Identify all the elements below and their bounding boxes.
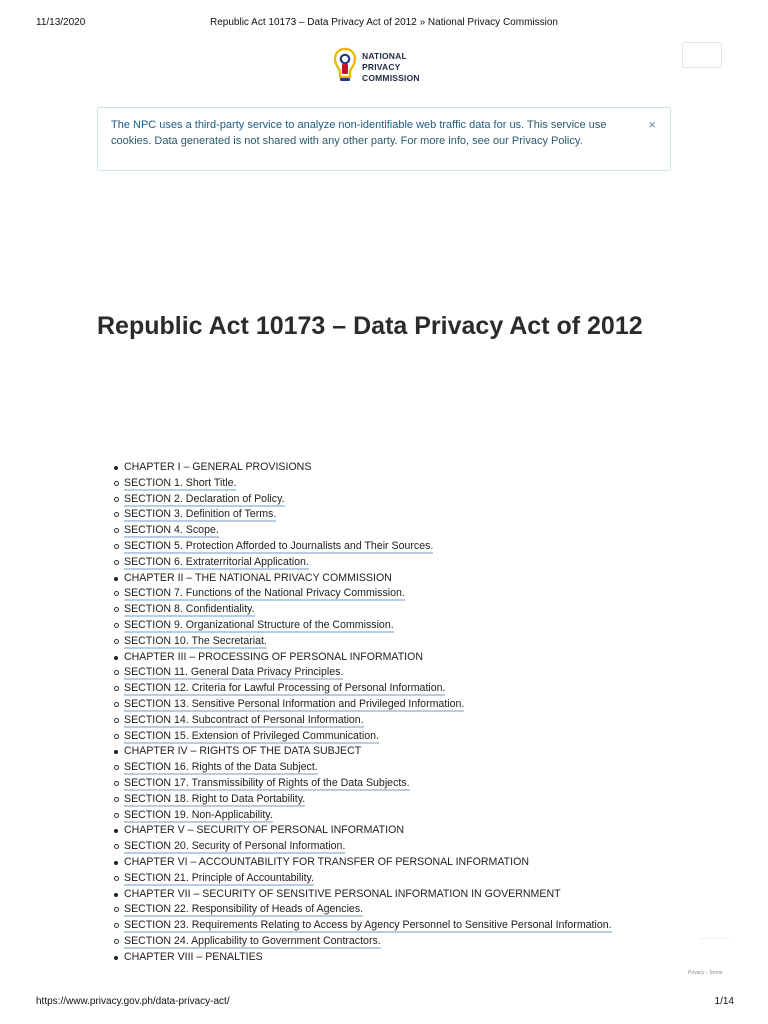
toc-section <box>124 902 670 918</box>
toc-section <box>124 697 670 713</box>
section-link[interactable]: SECTION 16. Rights of the Data Subject. <box>124 761 318 774</box>
toc-section <box>124 681 670 697</box>
toc-section <box>124 618 670 634</box>
section-link[interactable]: SECTION 8. Confidentiality. <box>124 603 255 616</box>
toc-section <box>124 918 670 934</box>
toc-chapter <box>110 855 670 887</box>
section-link[interactable]: SECTION 15. Extension of Privileged Communication. <box>124 729 379 742</box>
toc-section <box>124 839 670 855</box>
print-url: https://www.privacy.gov.ph/data-privacy-act/ <box>36 996 230 1007</box>
toc-chapter <box>110 650 670 745</box>
chapter-title: CHAPTER VI – ACCOUNTABILITY FOR TRANSFER OF PERSONAL INFORMATION <box>124 855 529 868</box>
notice-text: This service use cookies. Data generated is not shared with any other party. For more info, see our <box>111 119 607 147</box>
toc-section <box>124 507 670 523</box>
recaptcha-privacy-terms[interactable]: Privacy - Terms <box>688 970 723 976</box>
cookie-notice <box>97 107 671 171</box>
toc-section <box>124 934 670 950</box>
toc-chapter <box>110 887 670 950</box>
section-link[interactable]: SECTION 22. Responsibility of Heads of Agencies. <box>124 903 364 916</box>
npc-logo-icon <box>334 47 356 87</box>
notice-end: . <box>579 135 583 147</box>
section-link[interactable]: SECTION 12. Criteria for Lawful Processing of Personal Information. <box>124 682 446 695</box>
print-header <box>0 17 768 31</box>
toc-section <box>124 586 670 602</box>
toc-chapter <box>110 744 670 823</box>
chapter-title: CHAPTER III – PROCESSING OF PERSONAL INFORMATION <box>124 650 424 663</box>
logo-text <box>362 51 420 84</box>
section-link[interactable]: SECTION 4. Scope. <box>124 524 219 537</box>
menu-button[interactable] <box>682 42 722 68</box>
section-link[interactable]: SECTION 14. Subcontract of Personal Information. <box>124 713 364 726</box>
section-link[interactable]: SECTION 23. Requirements Relating to Access by Agency Personnel to Sensitive Personal Information. <box>124 919 612 932</box>
npc-logo[interactable] <box>334 46 420 88</box>
section-link[interactable]: SECTION 5. Protection Afforded to Journalists and Their Sources. <box>124 539 434 552</box>
section-link[interactable]: SECTION 17. Transmissibility of Rights of the Data Subjects. <box>124 776 410 789</box>
section-link[interactable]: SECTION 9. Organizational Structure of the Commission. <box>124 618 394 631</box>
toc-section <box>124 713 670 729</box>
toc-chapter <box>110 571 670 650</box>
section-link[interactable]: SECTION 3. Definition of Terms. <box>124 508 277 521</box>
section-link[interactable]: SECTION 6. Extraterritorial Application. <box>124 555 309 568</box>
toc-list <box>110 460 670 966</box>
section-link[interactable]: SECTION 11. General Data Privacy Principles. <box>124 666 344 679</box>
section-list <box>124 839 670 855</box>
toc-section <box>124 492 670 508</box>
toc-section <box>124 871 670 887</box>
toc-section <box>124 776 670 792</box>
toc-chapter <box>110 460 670 571</box>
toc-chapter <box>110 823 670 855</box>
toc-section <box>124 729 670 745</box>
section-list <box>124 476 670 571</box>
divider <box>700 938 730 939</box>
print-page-number: 1/14 <box>714 996 734 1007</box>
section-link[interactable]: SECTION 21. Principle of Accountability. <box>124 871 314 884</box>
toc-section <box>124 476 670 492</box>
chapter-title: CHAPTER VII – SECURITY OF SENSITIVE PERSONAL INFORMATION IN GOVERNMENT <box>124 887 561 900</box>
section-list <box>124 760 670 823</box>
toc-section <box>124 665 670 681</box>
toc-section <box>124 539 670 555</box>
section-list <box>124 902 670 949</box>
section-link[interactable]: SECTION 20. Security of Personal Information. <box>124 840 346 853</box>
toc-section <box>124 808 670 824</box>
table-of-contents <box>110 460 670 966</box>
section-list <box>124 665 670 744</box>
privacy-policy-link[interactable]: Privacy Policy <box>511 135 580 147</box>
section-link[interactable]: SECTION 10. The Secretariat. <box>124 634 267 647</box>
logo-line-1: NATIONAL <box>362 50 407 61</box>
logo-line-3: COMMISSION <box>362 72 420 83</box>
section-link[interactable]: SECTION 24. Applicability to Government Contractors. <box>124 934 381 947</box>
toc-section <box>124 523 670 539</box>
chapter-title: CHAPTER II – THE NATIONAL PRIVACY COMMISSION <box>124 571 392 584</box>
section-list <box>124 586 670 649</box>
section-link[interactable]: SECTION 7. Functions of the National Privacy Commission. <box>124 587 405 600</box>
toc-section <box>124 792 670 808</box>
section-link[interactable]: SECTION 18. Right to Data Portability. <box>124 792 306 805</box>
logo-line-2: PRIVACY <box>362 61 401 72</box>
print-title: Republic Act 10173 – Data Privacy Act of 2012 » National Privacy Commission <box>210 17 558 28</box>
notice-strong-text: The NPC uses a third-party service to analyze non-identifiable web traffic data for us. <box>111 119 525 131</box>
toc-section <box>124 602 670 618</box>
section-link[interactable]: SECTION 13. Sensitive Personal Information and Privileged Information. <box>124 697 465 710</box>
close-icon[interactable]: × <box>648 117 656 132</box>
toc-section <box>124 760 670 776</box>
toc-chapter <box>110 950 670 966</box>
section-link[interactable]: SECTION 19. Non-Applicability. <box>124 808 273 821</box>
chapter-title: CHAPTER VIII – PENALTIES <box>124 950 263 963</box>
print-date: 11/13/2020 <box>36 17 86 28</box>
section-list <box>124 871 670 887</box>
toc-section <box>124 555 670 571</box>
section-link[interactable]: SECTION 1. Short Title. <box>124 476 237 489</box>
chapter-title: CHAPTER V – SECURITY OF PERSONAL INFORMATION <box>124 824 404 837</box>
toc-section <box>124 634 670 650</box>
page-title: Republic Act 10173 – Data Privacy Act of 2012 <box>97 312 643 340</box>
section-link[interactable]: SECTION 2. Declaration of Policy. <box>124 492 285 505</box>
chapter-title: CHAPTER I – GENERAL PROVISIONS <box>124 461 312 473</box>
print-footer <box>0 996 768 1010</box>
chapter-title: CHAPTER IV – RIGHTS OF THE DATA SUBJECT <box>124 745 362 758</box>
